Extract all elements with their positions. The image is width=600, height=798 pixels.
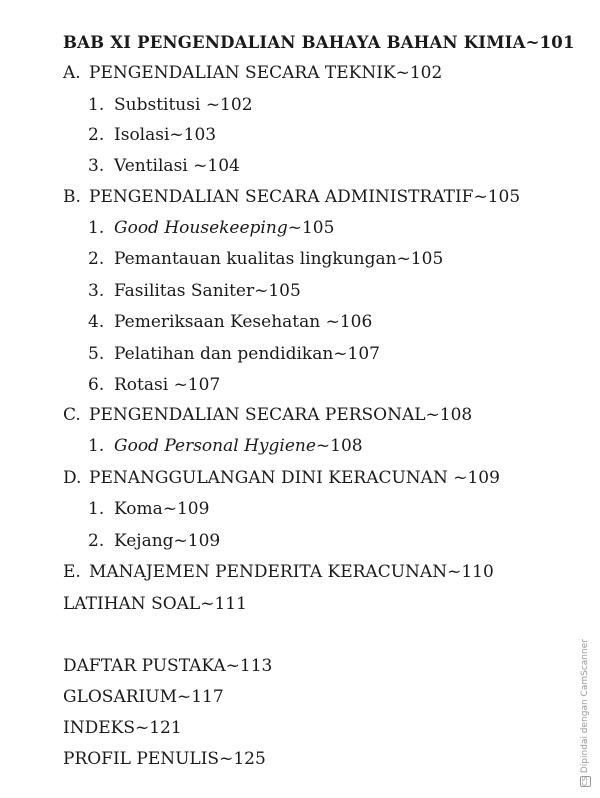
item-number: 4. bbox=[88, 312, 105, 332]
item-text: Pelatihan dan pendidikan~107 bbox=[114, 344, 380, 364]
scanner-watermark bbox=[580, 640, 594, 790]
camscanner-icon: CS bbox=[581, 776, 589, 786]
item-number: 1. bbox=[88, 218, 105, 238]
daftar-pustaka: DAFTAR PUSTAKA~113 bbox=[63, 656, 273, 676]
item-number: 2. bbox=[88, 531, 105, 551]
section-title: PENGENDALIAN SECARA PERSONAL~108 bbox=[89, 405, 473, 425]
item-text: Pemantauan kualitas lingkungan~105 bbox=[114, 249, 444, 269]
list-item bbox=[88, 375, 220, 395]
item-text: Kejang~109 bbox=[114, 531, 221, 551]
section-d bbox=[63, 468, 500, 488]
list-item bbox=[88, 125, 216, 145]
section-e bbox=[63, 562, 494, 582]
chapter-title: BAB XI PENGENDALIAN BAHAYA BAHAN KIMIA~101 bbox=[63, 33, 575, 52]
section-title: PENGENDALIAN SECARA ADMINISTRATIF~105 bbox=[89, 187, 521, 207]
list-item bbox=[88, 531, 220, 551]
item-text: Pemeriksaan Kesehatan ~106 bbox=[114, 312, 373, 332]
item-text: Rotasi ~107 bbox=[114, 375, 221, 395]
list-item bbox=[88, 312, 372, 332]
section-title: PENANGGULANGAN DINI KERACUNAN ~109 bbox=[89, 468, 500, 488]
list-item bbox=[88, 95, 253, 115]
item-number: 6. bbox=[88, 375, 105, 395]
list-item bbox=[88, 344, 380, 364]
section-letter: D. bbox=[63, 468, 82, 488]
list-item bbox=[88, 436, 363, 456]
item-italic-text: Good Housekeeping bbox=[114, 218, 288, 238]
section-title: MANAJEMEN PENDERITA KERACUNAN~110 bbox=[89, 562, 494, 582]
section-title: PENGENDALIAN SECARA TEKNIK~102 bbox=[89, 63, 443, 83]
section-c bbox=[63, 405, 472, 425]
section-letter: E. bbox=[63, 562, 81, 582]
item-number: 5. bbox=[88, 344, 105, 364]
item-number: 2. bbox=[88, 125, 105, 145]
list-item bbox=[88, 499, 209, 519]
section-letter: C. bbox=[63, 405, 81, 425]
item-number: 1. bbox=[88, 436, 105, 456]
item-text: Isolasi~103 bbox=[114, 125, 217, 145]
section-letter: B. bbox=[63, 187, 81, 207]
glosarium: GLOSARIUM~117 bbox=[63, 687, 224, 707]
item-text: ~105 bbox=[287, 218, 335, 238]
item-text: Koma~109 bbox=[114, 499, 210, 519]
item-text: Ventilasi ~104 bbox=[114, 156, 240, 176]
item-number: 3. bbox=[88, 156, 105, 176]
section-a bbox=[63, 63, 442, 83]
item-number: 2. bbox=[88, 249, 105, 269]
indeks: INDEKS~121 bbox=[63, 718, 182, 738]
item-italic-text: Good Personal Hygiene bbox=[114, 436, 316, 456]
list-item bbox=[88, 156, 240, 176]
list-item bbox=[88, 249, 443, 269]
latihan-soal: LATIHAN SOAL~111 bbox=[63, 594, 247, 614]
item-number: 3. bbox=[88, 281, 105, 301]
scanner-text: Dipindai dengan CamScanner bbox=[580, 639, 590, 774]
list-item bbox=[88, 218, 334, 238]
profil-penulis: PROFIL PENULIS~125 bbox=[63, 749, 266, 769]
section-b bbox=[63, 187, 520, 207]
item-number: 1. bbox=[88, 499, 105, 519]
item-text: Fasilitas Saniter~105 bbox=[114, 281, 301, 301]
list-item bbox=[88, 281, 301, 301]
section-letter: A. bbox=[63, 63, 81, 83]
item-text: Substitusi ~102 bbox=[114, 95, 253, 115]
item-text: ~108 bbox=[315, 436, 363, 456]
item-number: 1. bbox=[88, 95, 105, 115]
